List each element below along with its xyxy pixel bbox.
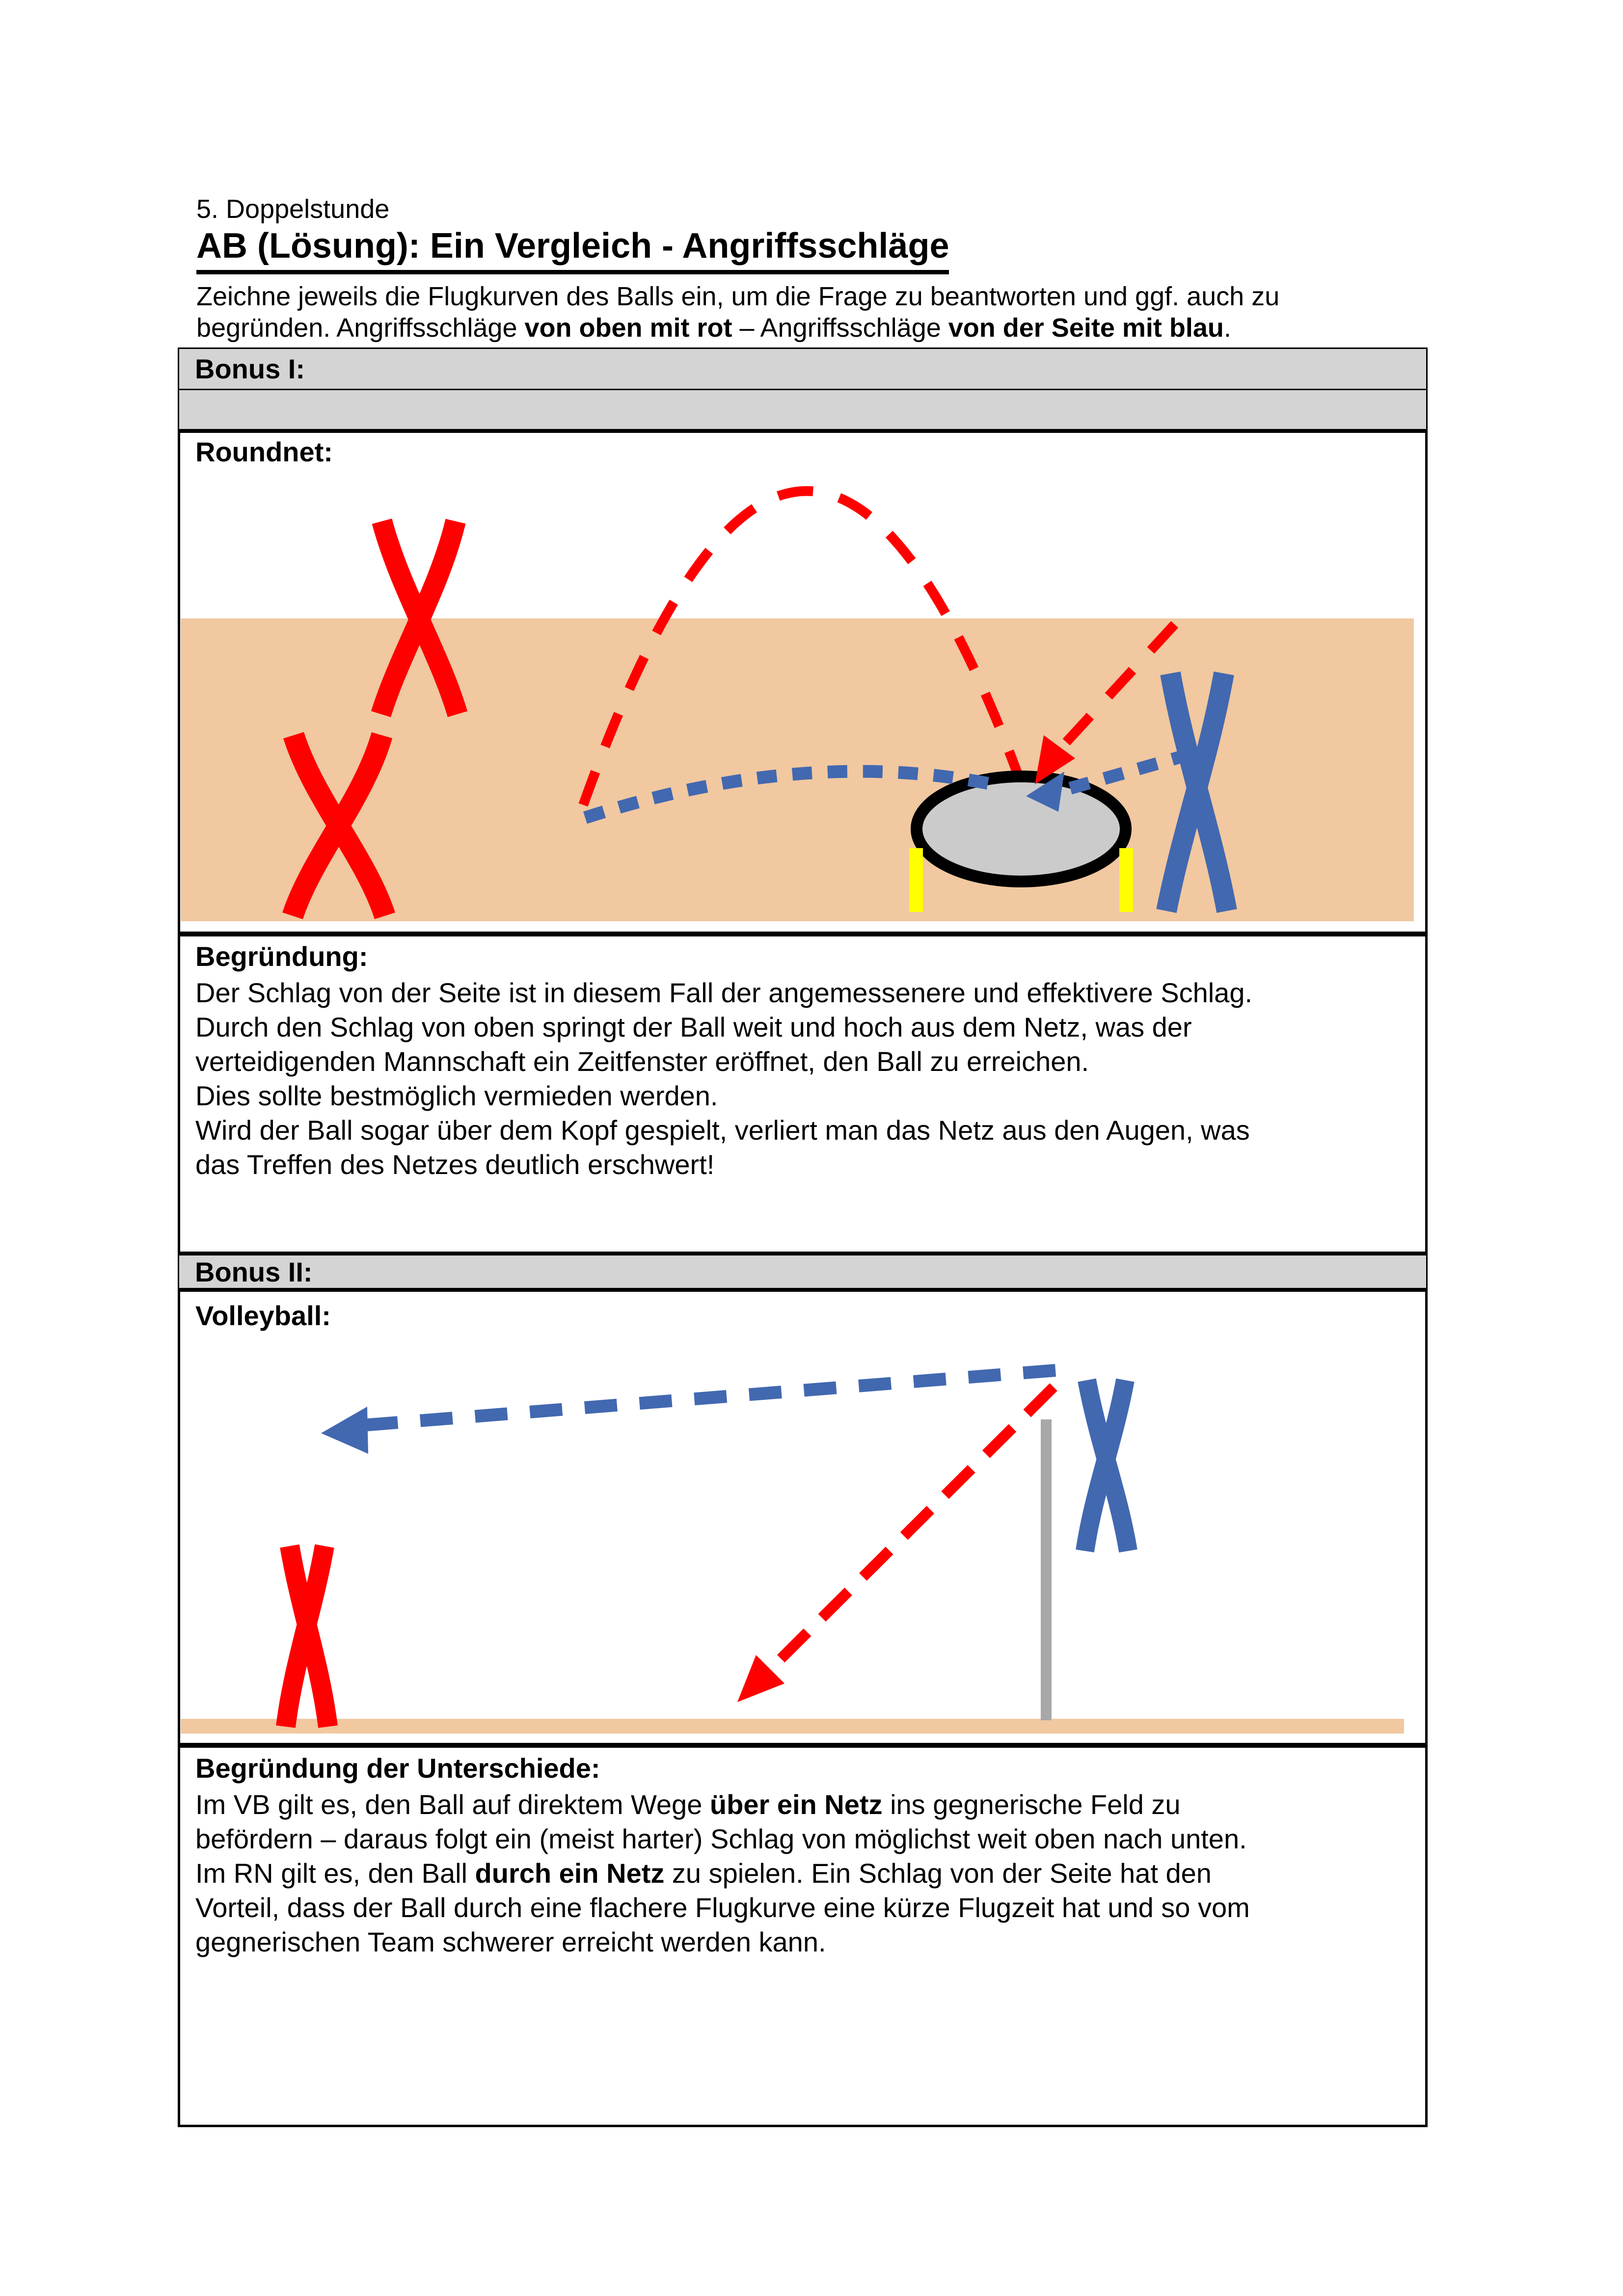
- roundnet-diagram: [180, 433, 1425, 932]
- roundnet-heading: Roundnet:: [195, 436, 333, 467]
- floor: [181, 1719, 1404, 1734]
- blue-arrowhead: [321, 1407, 368, 1454]
- bonus-ii-label: Bonus II:: [195, 1256, 313, 1287]
- red-trajectory: [748, 1387, 1054, 1691]
- blue-player-icon: [1085, 1380, 1128, 1551]
- net-leg-right: [1119, 848, 1133, 912]
- red-player-icon: [286, 1546, 328, 1727]
- red-arrowhead: [737, 1655, 784, 1702]
- bonus-i-label: Bonus I:: [195, 353, 305, 384]
- volleyball-diagram: [180, 1292, 1425, 1743]
- begruendung-heading: Begründung:: [195, 941, 368, 972]
- begruendung-text: Der Schlag von der Seite ist in diesem Fall der angemessenere und effektivere Schlag. Durch den Schlag von oben springt der Ball weit und hoch aus dem Netz, was der verteidigenden Mannschaft ein Zeitfenster eröffnet, den Ball zu erreichen. Dies sollte bestmöglich vermieden werden. Wird der Ball sogar über dem Kopf gespielt, verliert man das Netz aus den Augen, was das Treffen des Netzes deutlich erschwert!: [195, 977, 1253, 1180]
- lesson-label: 5. Doppelstunde: [196, 194, 390, 224]
- bonus-i-bar: [178, 347, 1428, 390]
- page-title: AB (Lösung): Ein Vergleich - Angriffsschläge: [196, 226, 949, 274]
- intro-text: Zeichne jeweils die Flugkurven des Balls ein, um die Frage zu beantworten und ggf. auch zu begründen. Angriffsschläge von oben mit rot – Angriffsschläge von der Seite mit blau.: [196, 282, 1280, 343]
- bonus-i-empty-row: [178, 390, 1428, 430]
- volleyball-heading: Volleyball:: [195, 1300, 331, 1331]
- begruendung-unterschiede-text: Im VB gilt es, den Ball auf direktem Wege über ein Netz ins gegnerische Feld zu befördern – daraus folgt ein (meist harter) Schlag von möglichst weit oben nach unten. Im RN gilt es, den Ball durch ein Netz zu spielen. Ein Schlag von der Seite hat den Vorteil, dass der Ball durch eine flachere Flugkurve eine kürze Flugzeit hat und so vom gegnerischen Team schwerer erreicht werden kann.: [195, 1789, 1250, 1957]
- net-leg-left: [909, 848, 923, 912]
- bonus-ii-bar: [178, 1254, 1428, 1289]
- roundnet-net: [917, 776, 1126, 881]
- begruendung-unterschiede-heading: Begründung der Unterschiede:: [195, 1753, 600, 1784]
- blue-trajectory: [350, 1370, 1055, 1426]
- net-post: [1041, 1419, 1052, 1720]
